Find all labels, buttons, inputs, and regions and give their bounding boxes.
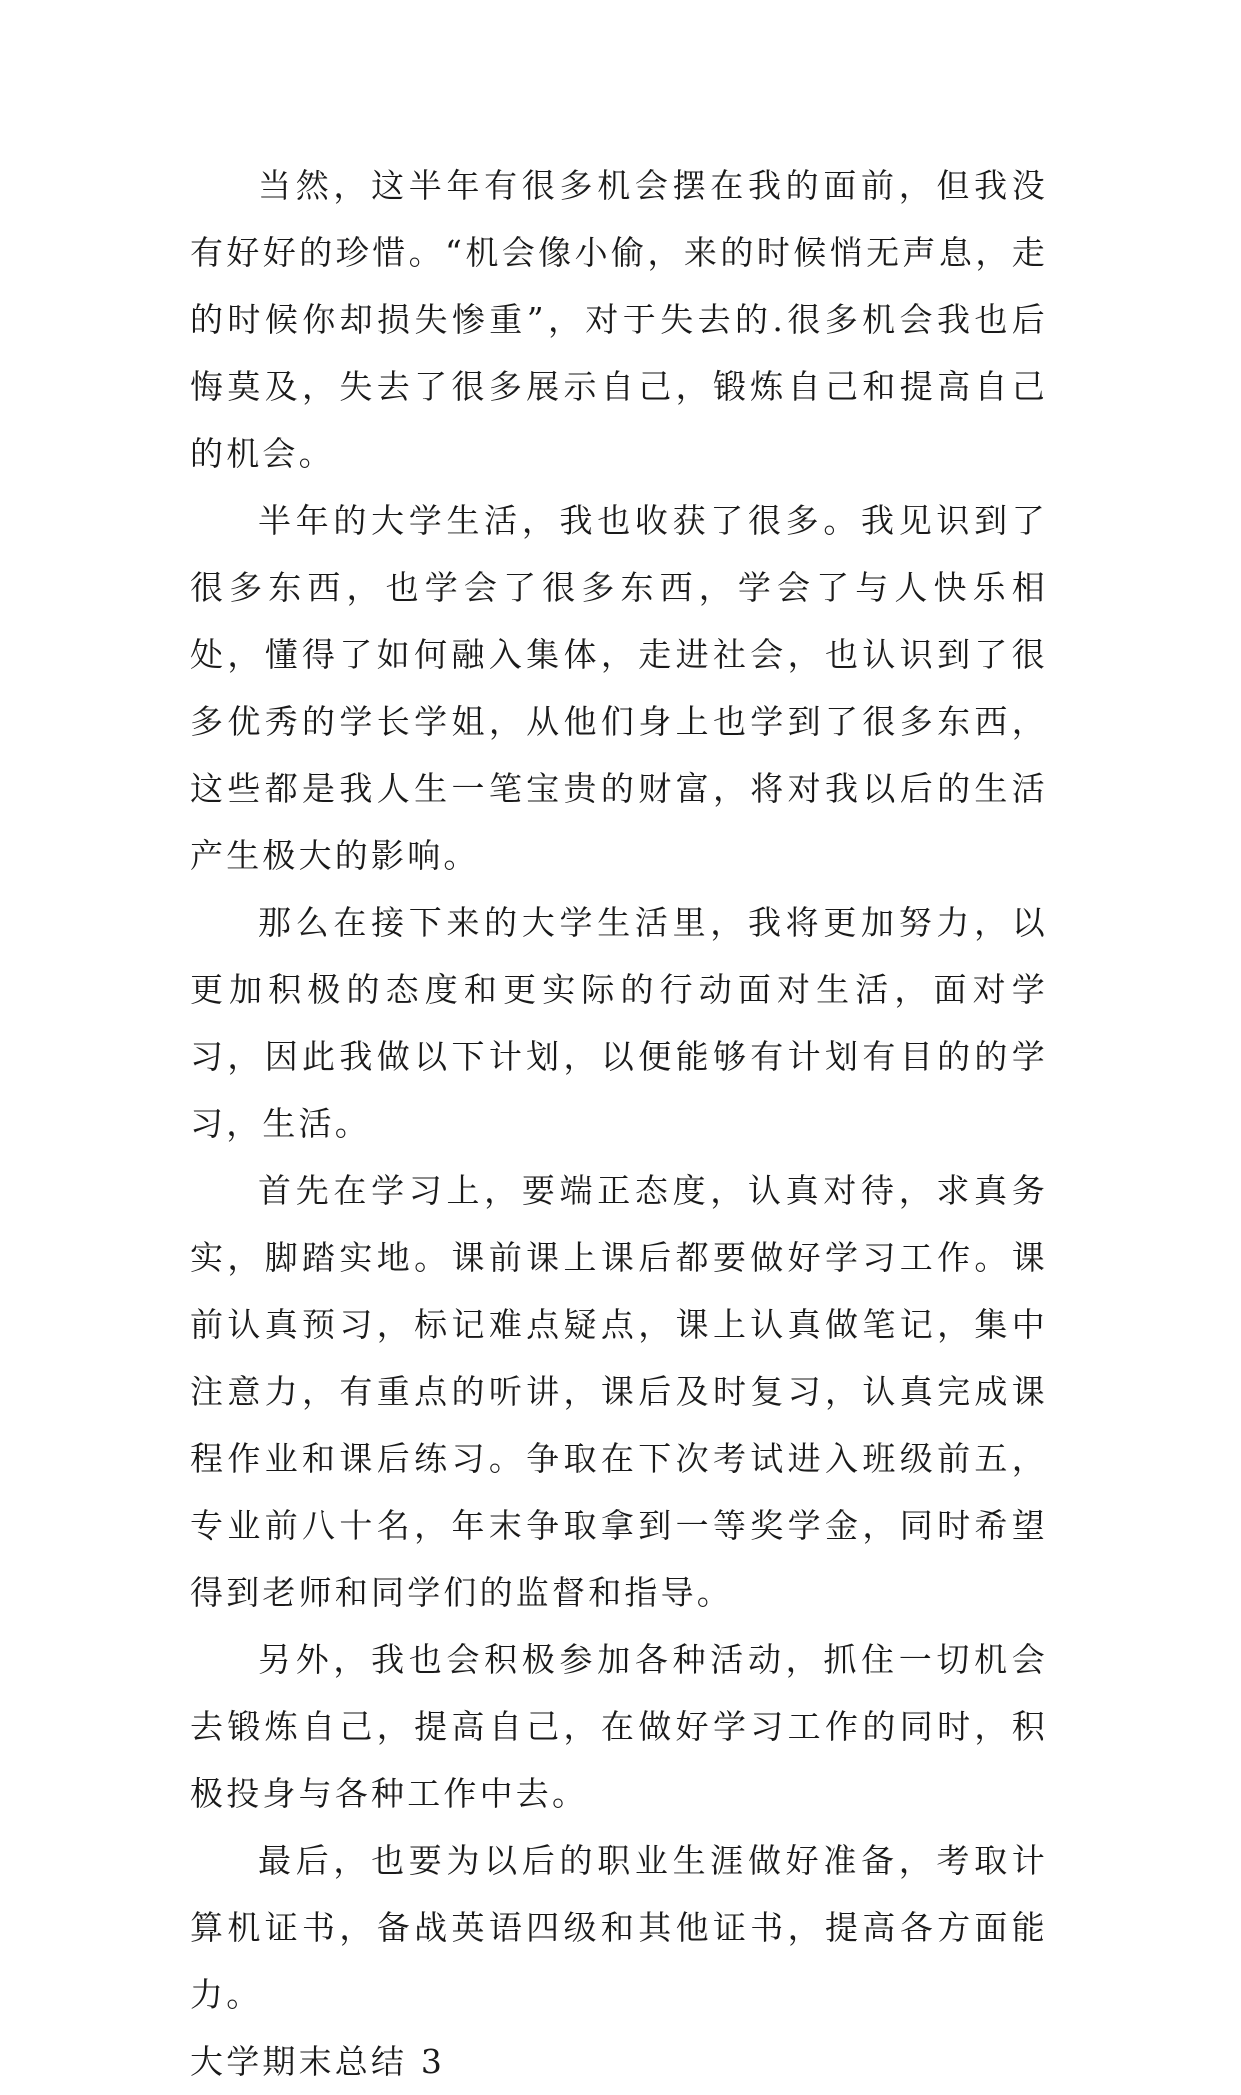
paragraph: 另外，我也会积极参加各种活动，抓住一切机会去锻炼自己，提高自己，在做好学习工作的同时，积极投身与各种工作中去。 [190,1640,1048,1813]
paragraph: 最后，也要为以后的职业生涯做好准备，考取计算机证书，备战英语四级和其他证书，提高各方面能力。 [190,1841,1048,2014]
document-body [190,152,1048,2095]
section-heading: 大学期末总结 3 [190,2042,446,2081]
paragraph: 那么在接下来的大学生活里，我将更加努力，以更加积极的态度和更实际的行动面对生活，面对学习，因此我做以下计划，以便能够有计划有目的的学习，生活。 [190,903,1048,1143]
paragraph: 半年的大学生活，我也收获了很多。我见识到了很多东西，也学会了很多东西，学会了与人快乐相处，懂得了如何融入集体，走进社会，也认识到了很多优秀的学长学姐，从他们身上也学到了很多东西，这些都是我人生一笔宝贵的财富，将对我以后的生活产生极大的影响。 [190,501,1048,875]
paragraph: 首先在学习上，要端正态度，认真对待，求真务实，脚踏实地。课前课上课后都要做好学习工作。课前认真预习，标记难点疑点，课上认真做笔记，集中注意力，有重点的听讲，课后及时复习，认真完成课程作业和课后练习。争取在下次考试进入班级前五，专业前八十名，年末争取拿到一等奖学金，同时希望得到老师和同学们的监督和指导。 [190,1171,1048,1612]
paragraph: 当然，这半年有很多机会摆在我的面前，但我没有好好的珍惜。“机会像小偷，来的时候悄无声息，走的时候你却损失惨重”，对于失去的.很多机会我也后悔莫及，失去了很多展示自己，锻炼自己和提高自己的机会。 [190,166,1048,473]
